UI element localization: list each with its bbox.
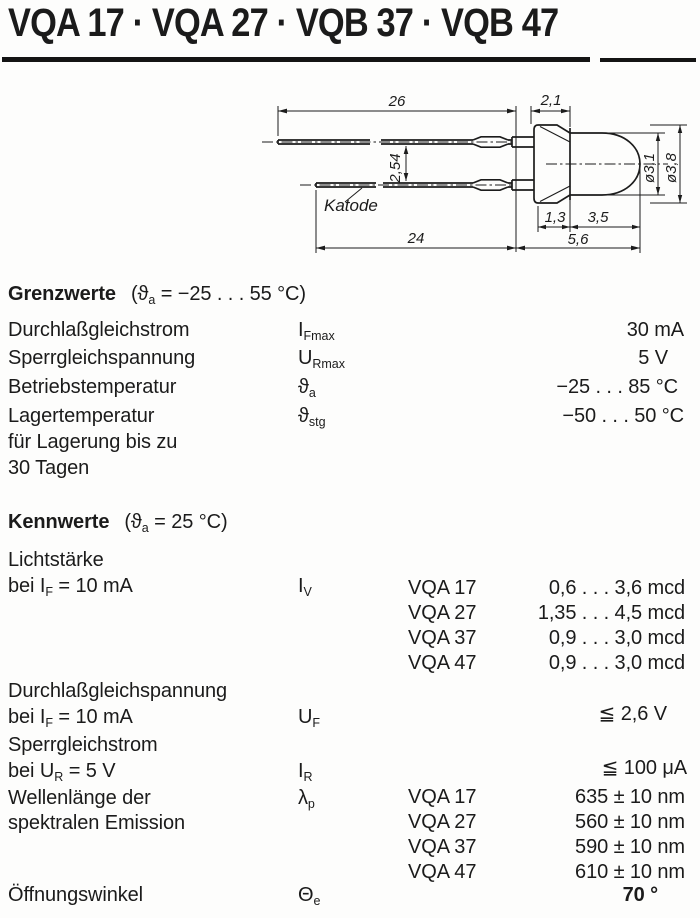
dim-2-1-label: 2,1 bbox=[540, 92, 562, 109]
dome-diameter-label: ø3,1 bbox=[641, 152, 658, 184]
symbol-uf: $U_F$ bbox=[298, 706, 320, 730]
kennwerte-heading bbox=[8, 511, 228, 535]
value-betriebstemperatur: −25 . . . 85 °C bbox=[556, 376, 678, 398]
label-durchlassgleichspannung: Durchlaßgleichspannung bbox=[8, 680, 228, 702]
symbol-theta-stg: $ϑ_{stg}$ bbox=[298, 405, 326, 429]
symbol-ifmax: $I_{Fmax}$ bbox=[298, 319, 335, 343]
title-rule-left bbox=[2, 57, 590, 62]
label-lichtstaerke: Lichtstärke bbox=[8, 549, 104, 571]
value-urmax: 5 V bbox=[638, 347, 668, 369]
type-wl-vqa37: VQA 37 bbox=[408, 836, 477, 858]
label-betriebstemperatur: Betriebstemperatur bbox=[8, 376, 177, 398]
dim-5-6-label: 5,6 bbox=[567, 231, 589, 248]
type-wl-vqa27: VQA 27 bbox=[408, 811, 477, 833]
label-uf-condition: bei $I_F = 10$ mA bbox=[8, 706, 133, 730]
label-durchlassgleichstrom: Durchlaßgleichstrom bbox=[8, 319, 190, 341]
label-lagertemperatur-line2: für Lagerung bis zu bbox=[8, 431, 178, 453]
label-lichtstaerke-condition: bei $I_F = 10$ mA bbox=[8, 575, 133, 599]
symbol-lambda-p: $\lambda_p$ bbox=[298, 787, 315, 811]
symbol-theta-e: $\Theta_e$ bbox=[298, 884, 321, 908]
type-wl-vqa47: VQA 47 bbox=[408, 861, 477, 883]
cathode-label: Katode bbox=[324, 196, 378, 215]
kennwerte-heading-text: Kennwerte bbox=[8, 511, 110, 533]
label-lagertemperatur-line3: 30 Tagen bbox=[8, 457, 90, 479]
type-vqa27: VQA 27 bbox=[408, 602, 477, 624]
label-sperrgleichspannung: Sperrgleichspannung bbox=[8, 347, 196, 369]
dim-24-label: 24 bbox=[407, 230, 425, 247]
value-iv-vqa17: 0,6 . . . 3,6 mcd bbox=[548, 577, 685, 599]
type-wl-vqa17: VQA 17 bbox=[408, 786, 477, 808]
label-oeffnungswinkel: Öffnungswinkel bbox=[8, 884, 143, 906]
type-vqa17: VQA 17 bbox=[408, 577, 477, 599]
grenzwerte-heading-text: Grenzwerte bbox=[8, 283, 116, 305]
flange-diameter-label: ø3,8 bbox=[663, 152, 680, 184]
label-wellenlaenge-line2: spektralen Emission bbox=[8, 812, 186, 834]
type-vqa47: VQA 47 bbox=[408, 652, 477, 674]
value-uf: ≦ 2,6 V bbox=[598, 703, 667, 725]
symbol-theta-a: $ϑ_a$ bbox=[298, 376, 316, 400]
label-ir-condition: bei $U_R = 5$ V bbox=[8, 760, 116, 784]
dim-1-3-label: 1,3 bbox=[544, 209, 566, 226]
value-wl-vqa37: 590 ± 10 nm bbox=[575, 836, 685, 858]
label-wellenlaenge: Wellenlänge der bbox=[8, 787, 151, 809]
led-dimension-drawing bbox=[254, 78, 698, 270]
type-vqa37: VQA 37 bbox=[408, 627, 477, 649]
lead-pitch-label: 2,54 bbox=[387, 153, 404, 183]
title-rule-right bbox=[600, 58, 696, 62]
grenzwerte-condition: ($ϑ_a = -25$ . . . 55 °C) bbox=[130, 283, 306, 307]
dim-3-5-label: 3,5 bbox=[587, 209, 609, 226]
value-iv-vqa47: 0,9 . . . 3,0 mcd bbox=[548, 652, 685, 674]
value-ir: ≦ 100 μA bbox=[601, 757, 687, 779]
value-ifmax: 30 mA bbox=[626, 319, 684, 341]
kennwerte-condition: ($ϑ_a = 25$ °C) bbox=[124, 511, 228, 535]
grenzwerte-heading bbox=[8, 283, 306, 307]
value-oeffnungswinkel: 70 ° bbox=[622, 884, 658, 906]
label-lagertemperatur: Lagertemperatur bbox=[8, 405, 155, 427]
value-iv-vqa27: 1,35 . . . 4,5 mcd bbox=[537, 602, 685, 624]
value-wl-vqa17: 635 ± 10 nm bbox=[575, 786, 685, 808]
symbol-urmax: $U_{Rmax}$ bbox=[298, 347, 345, 371]
label-sperrgleichstrom: Sperrgleichstrom bbox=[8, 734, 158, 756]
symbol-iv: $I_V$ bbox=[298, 575, 312, 599]
value-wl-vqa27: 560 ± 10 nm bbox=[575, 811, 685, 833]
value-wl-vqa47: 610 ± 10 nm bbox=[575, 861, 685, 883]
page-title: VQA 17 · VQA 27 · VQB 37 · VQB 47 bbox=[8, 1, 559, 45]
center-lines bbox=[262, 142, 668, 185]
symbol-ir: $I_R$ bbox=[298, 760, 313, 784]
value-iv-vqa37: 0,9 . . . 3,0 mcd bbox=[548, 627, 685, 649]
dim-26-label: 26 bbox=[388, 93, 406, 110]
value-lagertemperatur: −50 . . . 50 °C bbox=[562, 405, 684, 427]
